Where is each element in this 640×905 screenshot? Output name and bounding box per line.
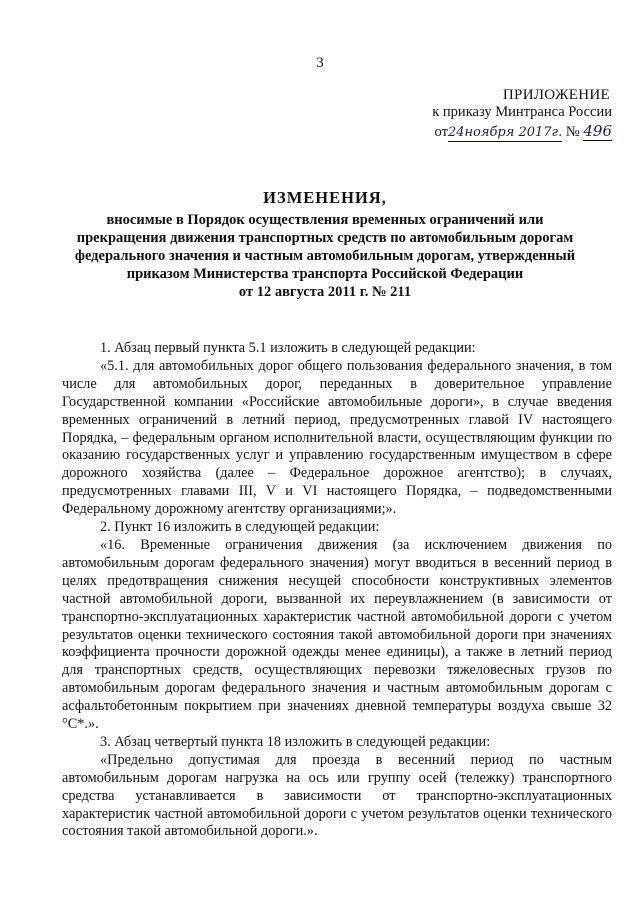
heading-title: ИЗМЕНЕНИЯ,	[263, 188, 387, 207]
page-number: 3	[316, 55, 324, 71]
number-label: №	[565, 124, 580, 140]
date-prefix: от	[434, 124, 448, 140]
document-body	[62, 340, 612, 841]
paragraph-item-1: 1. Абзац первый пункта 5.1 изложить в следующей редакции:	[100, 340, 476, 356]
heading-line: вносимые в Порядок осуществления временных ограничений или	[106, 212, 544, 228]
heading-line: приказом Министерства транспорта Российской Федерации	[126, 266, 524, 282]
paragraph-item-3: 3. Абзац четвертый пункта 18 изложить в следующей редакции:	[100, 733, 491, 750]
handwritten-date: 24ноября 2017г.	[447, 125, 563, 140]
document-heading	[30, 188, 620, 301]
handwritten-number: 496	[583, 122, 612, 140]
paragraph-item-2: 2. Пункт 16 изложить в следующей редакции:	[100, 519, 380, 536]
annex-order-reference: к приказу Минтранса России	[432, 104, 612, 120]
paragraph-quote-5-1: «5.1. для автомобильных дорог общего пользования федерального значения, в том числе для автомобильных дорог, переданных в доверительное управление Государственной компании «Российские автомобильные дороги», в случае введения временных ограничений в летний период, предусмотренных главой IV настоящего Порядка, – федеральным органом исполнительной власти, осуществляющим функции по оказанию государственных услуг и управлению государственным имуществом в сфере дорожного хозяйства (далее – Федеральное дорожное агентство); в случаях, предусмотренных главами III, V и VI настоящего Порядка, – подведомственными Федеральному дорожному агентству организациями;».	[62, 357, 612, 518]
paragraph-quote-16: «16. Временные ограничения движения (за исключением движения по автомобильным дорогам федерального значения) могут вводиться в весенний период в целях предотвращения снижения несущей способности конструктивных элементов частной автомобильной дороги, вызванной их переувлажнением (в зависимости от транспортно-эксплуатационных характеристик частной автомобильной дороги с учетом результатов оценки технического состояния такой автомобильной дороги при значениях коэффициента прочности дорожной одежды менее единицы), а также в летний период для транспортных средств, осуществляющих перевозки тяжеловесных грузов по автомобильным дорогам федерального значения и частным автомобильным дорогам с асфальтобетонным покрытием при значениях дневной температуры воздуха свыше 32 °С*.».	[62, 536, 612, 733]
annex-order-date-number	[392, 123, 612, 142]
annex-title: ПРИЛОЖЕНИЕ	[502, 87, 610, 103]
heading-line: от 12 августа 2011 г. № 211	[238, 284, 412, 300]
heading-line: федерального значения и частным автомобильным дорогам, утвержденный	[74, 248, 576, 264]
heading-line: прекращения движения транспортных средств по автомобильным дорогам	[76, 230, 574, 246]
paragraph-quote-18: «Предельно допустимая для проезда в весенний период по частным автомобильным дорогам нагрузка на ось или группу осей (тележку) транспортного средства устанавливается в зависимости от транспортно-эксплуатационных характеристик частной автомобильной дороги с учетом результатов оценки технического состояния такой автомобильной дороги.».	[62, 751, 612, 840]
annex-block	[392, 87, 612, 142]
